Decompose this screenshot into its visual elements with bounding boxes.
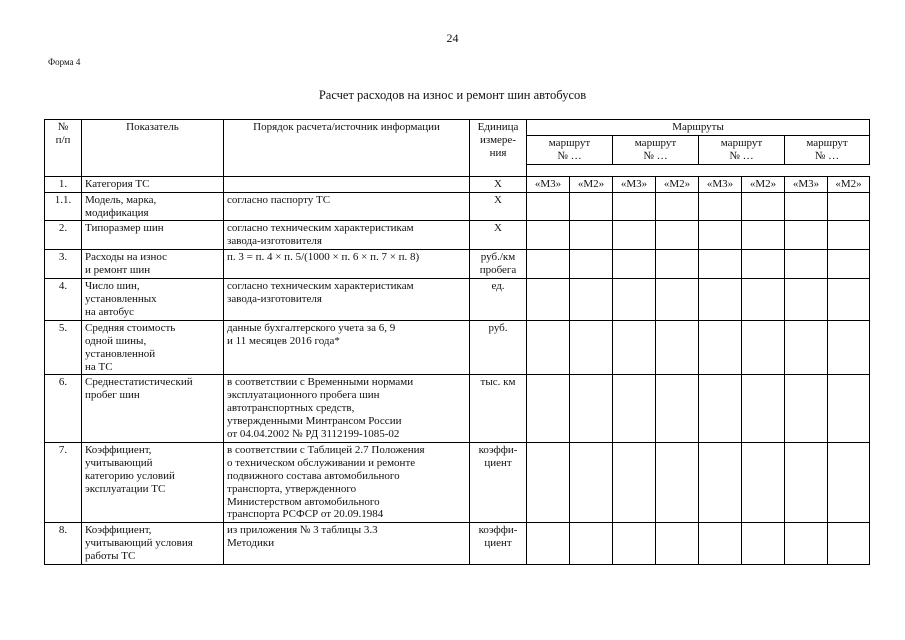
method-cell [224,250,470,279]
cell-line: установленных [85,292,157,305]
route-value-cell [828,442,870,522]
route-value-cell [656,279,699,321]
route-value-cell [785,375,828,443]
route-value-cell [828,375,870,443]
table-row [45,279,870,321]
indicator-cell [82,192,224,221]
unit-cell [470,279,527,321]
route-value-cell [699,442,742,522]
route-value-cell [699,320,742,375]
indicator-cell [82,176,224,192]
route-value-cell [613,279,656,321]
route-value-cell [613,523,656,565]
route-value-cell [613,375,656,443]
cell-line: Коэффициент, [85,524,152,537]
cell-line: утвержденными Минтрансом России [227,415,402,428]
unit-cell [470,221,527,250]
route-value-cell [699,250,742,279]
route-value-cell [785,523,828,565]
route-value-cell [828,523,870,565]
header-num [45,120,82,177]
header-num-line: № [57,121,69,133]
table-row [45,192,870,221]
indicator-cell [82,320,224,375]
cell-line: автотранспортных средств, [227,402,355,415]
route-value-cell [527,192,570,221]
route-value-cell [699,375,742,443]
route-value-cell [570,279,613,321]
cell-line: модификация [85,206,149,219]
cell-line: пробега [479,264,517,277]
route-value-cell [785,442,828,522]
table-row [45,250,870,279]
table-row [45,523,870,565]
header-unit-line: ния [489,146,507,159]
header-unit [470,120,527,177]
method-cell [224,375,470,443]
cell-line: данные бухгалтерского учета за 6, 9 [227,321,396,334]
header-routes: Маршруты [527,120,870,136]
row-number: 4. [45,279,82,321]
header-route-line: маршрут [634,136,677,149]
table-row [45,176,870,192]
row-number: 1.1. [45,192,82,221]
route-value-cell [742,192,785,221]
method-cell [224,320,470,375]
form-label: Форма 4 [48,57,81,67]
header-unit-line: измере- [480,133,516,146]
route-value-cell [742,250,785,279]
indicator-cell [82,221,224,250]
cell-line: категорию условий [85,469,175,482]
header-route-line: маршрут [806,136,848,149]
route-value-cell [570,375,613,443]
row-number: 5. [45,320,82,375]
m3-cell: «М3» [613,176,656,192]
header-method: Порядок расчета/источник информации [224,120,470,177]
route-value-cell [570,221,613,250]
header-route-line: маршрут [548,136,591,149]
route-value-cell [613,192,656,221]
m3-cell: «М3» [785,176,828,192]
cell-line: транспорта РСФСР от 20.09.1984 [227,508,384,521]
cell-line: Х [494,193,502,206]
route-value-cell [613,442,656,522]
unit-cell [470,375,527,443]
route-value-cell [570,192,613,221]
unit-cell [470,442,527,522]
route-value-cell [828,192,870,221]
indicator-cell [82,375,224,443]
page-number: 24 [446,31,459,45]
cell-line: согласно техническим характеристикам [227,222,414,235]
cell-line: установленной [85,347,156,360]
cell-line: Категория ТС [85,177,150,190]
cell-line: учитывающий условия [85,537,193,550]
row-number: 2. [45,221,82,250]
method-cell [224,279,470,321]
header-route-line: № … [557,149,582,162]
route-value-cell [527,442,570,522]
cell-line: завода-изготовителя [227,235,322,248]
route-value-cell [742,442,785,522]
cell-line: согласно техническим характеристикам [227,280,414,293]
route-value-cell [742,279,785,321]
indicator-cell [82,279,224,321]
cell-line: от 04.04.2002 № РД 3112199-1085-02 [227,428,400,441]
cell-line: Коэффициент, [85,443,152,456]
route-value-cell [699,192,742,221]
route-value-cell [570,523,613,565]
cell-line: ед. [491,280,505,293]
table-row [45,221,870,250]
row-number: 7. [45,442,82,522]
cell-line: Среднестатистический [85,376,193,389]
unit-cell [470,192,527,221]
cell-line: одной шины, [85,334,147,347]
route-value-cell [828,250,870,279]
cell-line: Расходы на износ [85,251,168,264]
cell-line: в соответствии с Временными нормами [227,376,414,389]
route-value-cell [613,221,656,250]
header-indicator: Показатель [82,120,224,177]
route-value-cell [699,523,742,565]
route-value-cell [527,221,570,250]
cell-line: Методики [227,537,275,550]
route-value-cell [570,250,613,279]
cell-line: Модель, марка, [85,193,157,206]
header-route-1 [527,135,613,164]
cell-line: Число шин, [85,280,140,293]
m3-cell: «М3» [699,176,742,192]
header-route-3 [699,135,785,164]
route-value-cell [656,250,699,279]
row-number: 8. [45,523,82,565]
route-value-cell [613,250,656,279]
header-row-1 [45,120,870,136]
header-route-4 [785,135,870,164]
route-value-cell [742,523,785,565]
m2-cell: «М2» [656,176,699,192]
indicator-cell [82,523,224,565]
row-number: 1. [45,176,82,192]
route-value-cell [828,320,870,375]
cell-line: пробег шин [85,389,140,402]
method-cell [224,176,470,192]
route-value-cell [785,221,828,250]
unit-cell [470,250,527,279]
route-value-cell [742,320,785,375]
route-value-cell [613,320,656,375]
route-value-cell [656,192,699,221]
method-cell [224,442,470,522]
cell-line: Министерством автомобильного [227,495,380,508]
cell-line: руб. [488,321,508,334]
cell-line: о техническом обслуживании и ремонте [227,456,416,469]
cell-line: подвижного состава автомобильного [227,469,400,482]
cell-line: завода-изготовителя [227,292,322,305]
cell-line: руб./км [480,251,516,264]
route-value-cell [527,279,570,321]
row-number: 6. [45,375,82,443]
indicator-cell [82,250,224,279]
route-value-cell [742,375,785,443]
header-route-line: маршрут [720,136,763,149]
cell-line: коэффи- [478,524,518,537]
route-value-cell [785,320,828,375]
cell-line: Средняя стоимость [85,321,176,334]
route-value-cell [699,221,742,250]
cell-line: учитывающий [85,456,153,469]
header-unit-line: Единица [477,121,519,133]
method-cell [224,523,470,565]
cell-line: на автобус [85,305,135,318]
route-value-cell [570,320,613,375]
document-title: Расчет расходов на износ и ремонт шин автобусов [318,88,587,102]
route-value-cell [527,523,570,565]
table-row [45,375,870,443]
route-value-cell [785,250,828,279]
unit-cell [470,176,527,192]
route-value-cell [656,523,699,565]
m3-cell: «М3» [527,176,570,192]
cell-line: работы ТС [85,550,136,563]
cell-line: эксплуатации ТС [85,482,166,495]
route-value-cell [570,442,613,522]
unit-cell [470,523,527,565]
header-num-line: п/п [55,133,71,146]
calculation-table [44,119,870,565]
cell-line: тыс. км [480,376,516,389]
route-value-cell [699,279,742,321]
cell-line: и 11 месяцев 2016 года* [227,334,340,347]
header-route-2 [613,135,699,164]
indicator-cell [82,442,224,522]
cell-line: на ТС [85,360,113,373]
route-value-cell [785,279,828,321]
cell-line: согласно паспорту ТС [227,193,331,206]
route-value-cell [527,320,570,375]
route-value-cell [785,192,828,221]
method-cell [224,192,470,221]
cell-line: эксплуатационного пробега шин [227,389,380,402]
route-value-cell [656,442,699,522]
cell-line: Х [494,222,502,235]
table-row [45,320,870,375]
cell-line: Типоразмер шин [85,222,164,235]
method-cell [224,221,470,250]
route-value-cell [828,279,870,321]
cell-line: в соответствии с Таблицей 2.7 Положения [227,443,425,456]
route-value-cell [742,221,785,250]
cell-line: циент [484,456,512,469]
header-route-line: № … [814,149,840,162]
cell-line: и ремонт шин [85,264,151,277]
m2-cell: «М2» [828,176,870,192]
route-value-cell [828,221,870,250]
cell-line: транспорта, утвержденного [227,482,357,495]
route-value-cell [527,250,570,279]
cell-line: п. 3 = п. 4 × п. 5/(1000 × п. 6 × п. 7 × п. 8) [227,251,420,264]
cell-line: циент [484,537,512,550]
cell-line: Х [494,177,502,190]
header-route-line: № … [729,149,754,162]
route-value-cell [656,320,699,375]
row-number: 3. [45,250,82,279]
unit-cell [470,320,527,375]
m2-cell: «М2» [742,176,785,192]
table-row [45,442,870,522]
m2-cell: «М2» [570,176,613,192]
cell-line: из приложения № 3 таблицы 3.3 [227,524,378,537]
header-route-line: № … [643,149,668,162]
route-value-cell [656,221,699,250]
route-value-cell [656,375,699,443]
cell-line: коэффи- [478,443,518,456]
route-value-cell [527,375,570,443]
